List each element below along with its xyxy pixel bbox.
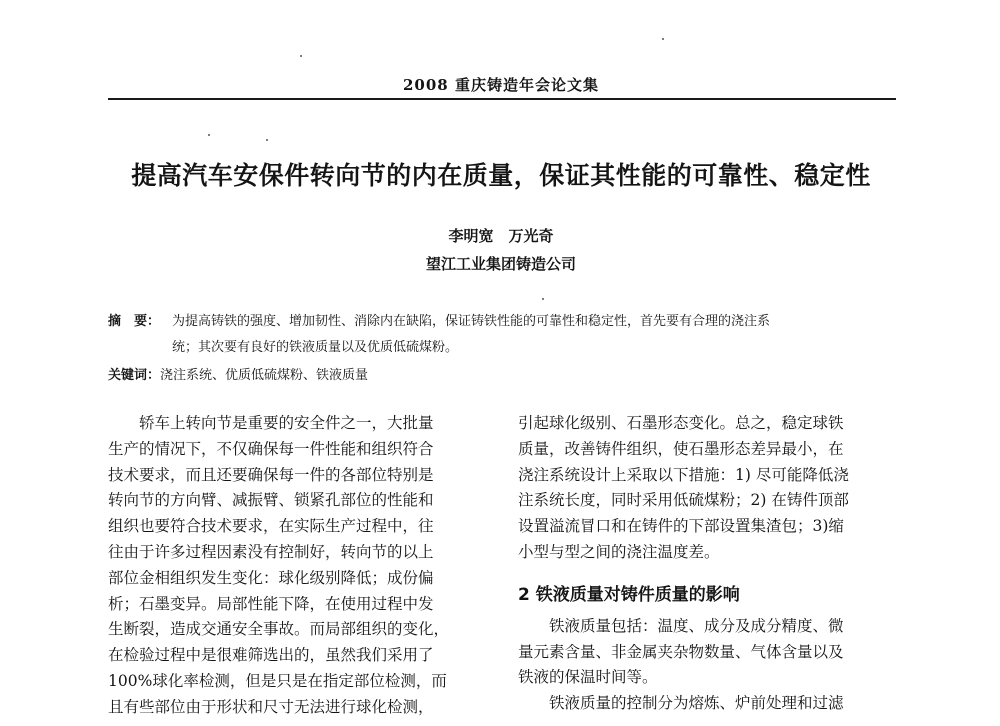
scan-speck bbox=[208, 134, 210, 136]
body-line: 铁液质量包括：温度、成分及成分精度、微 bbox=[549, 616, 844, 635]
body-left-column bbox=[108, 411, 488, 721]
paper-authors: 李明宽 万光奇 bbox=[448, 227, 554, 245]
keywords-label: 关键词： bbox=[108, 368, 161, 383]
abstract-line: 为提高铸铁的强度、增加韧性、消除内在缺陷，保证铸铁性能的可靠性和稳定性，首先要有合理的浇注系 bbox=[172, 314, 771, 329]
scan-speck bbox=[266, 139, 268, 141]
paper-title: 提高汽车安保件转向节的内在质量，保证其性能的可靠性、稳定性 bbox=[131, 161, 871, 190]
body-line: 组织也要符合技术要求，在实际生产过程中，往 bbox=[108, 517, 434, 536]
paper-affiliation: 望江工业集团铸造公司 bbox=[425, 255, 576, 273]
header-rule bbox=[108, 98, 896, 100]
running-header: 2008 重庆铸造年会论文集 bbox=[403, 76, 599, 94]
body-line: 在检验过程中是很难筛选出的，虽然我们采用了 bbox=[108, 646, 434, 665]
body-line: 质量，改善铸件组织，使石墨形态差异最小，在 bbox=[518, 439, 844, 458]
scan-speck bbox=[542, 298, 544, 300]
body-line: 析；石墨变异。局部性能下降，在使用过程中发 bbox=[108, 594, 434, 613]
body-line: 往由于许多过程因素没有控制好，转向节的以上 bbox=[108, 542, 434, 561]
keywords bbox=[108, 364, 368, 383]
body-right-column bbox=[518, 411, 898, 717]
body-line: 且有些部位由于形状和尺寸无法进行球化检测， bbox=[108, 697, 434, 716]
body-line: 轿车上转向节是重要的安全件之一，大批量 bbox=[139, 414, 434, 432]
body-line: 量元素含量、非金属夹杂物数量、气体含量以及 bbox=[518, 642, 844, 661]
abstract-line: 统；其次要有良好的铁液质量以及优质低硫煤粉。 bbox=[172, 340, 459, 355]
body-line: 铁液的保温时间等。 bbox=[518, 668, 658, 687]
section-heading: 2 铁液质量对铸件质量的影响 bbox=[518, 584, 740, 605]
body-line: 小型与型之间的浇注温度差。 bbox=[518, 542, 720, 561]
scan-speck bbox=[300, 55, 302, 57]
body-line: 设置溢流冒口和在铸件的下部设置集渣包；3)缩 bbox=[518, 517, 844, 536]
keywords-text: 浇注系统、优质低硫煤粉、铁液质量 bbox=[160, 368, 369, 383]
body-line: 生断裂，造成交通安全事故。而局部组织的变化， bbox=[108, 620, 450, 639]
body-line: 技术要求，而且还要确保每一件的各部位特别是 bbox=[108, 465, 434, 484]
scan-speck bbox=[662, 38, 664, 40]
body-line: 转向节的方向臂、减振臂、锁紧孔部位的性能和 bbox=[108, 491, 434, 510]
body-line: 部位金相组织发生变化：球化级别降低；成份偏 bbox=[108, 568, 434, 587]
body-line: 引起球化级别、石墨形态变化。总之，稳定球铁 bbox=[518, 414, 844, 432]
abstract bbox=[108, 309, 898, 361]
body-line: 100%球化率检测，但是只是在指定部位检测，而 bbox=[108, 671, 447, 690]
body-line: 注系统长度，同时采用低硫煤粉；2) 在铸件顶部 bbox=[518, 491, 849, 510]
body-line: 浇注系统设计上采取以下措施：1) 尽可能降低浇 bbox=[518, 465, 849, 484]
abstract-label: 摘 要： bbox=[108, 314, 161, 329]
body-line: 铁液质量的控制分为熔炼、炉前处理和过滤 bbox=[549, 694, 844, 713]
body-line: 生产的情况下，不仅确保每一件性能和组织符合 bbox=[108, 439, 434, 458]
